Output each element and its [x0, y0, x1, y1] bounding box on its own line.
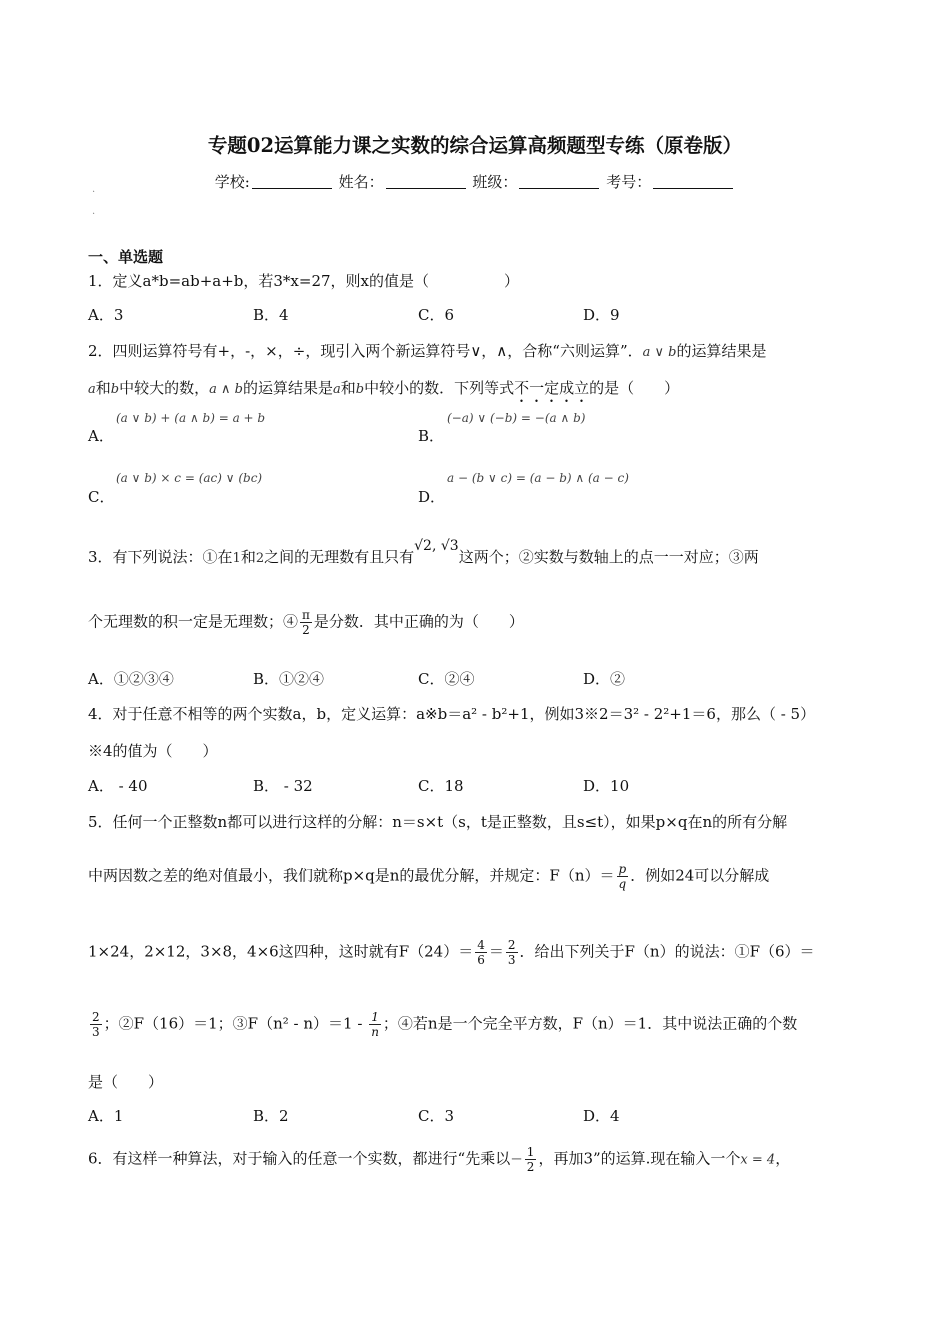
question-4-line-2: ※4的值为（ ） — [88, 742, 218, 760]
math-a-and-b: a ∧ b — [209, 382, 243, 397]
q4-option-d: D．10 — [583, 777, 630, 795]
q4-option-b: B． - 32 — [253, 777, 313, 795]
section-heading: 一、单选题 — [88, 248, 164, 266]
math-roots: √2, √3 — [414, 538, 459, 554]
school-label: 学校: — [214, 173, 250, 191]
q3-option-b: B．①②④ — [253, 670, 325, 688]
q5-option-a: A．1 — [88, 1107, 124, 1125]
question-5-line-5: 是（ ） — [88, 1073, 164, 1091]
math-fraction: $\frac{2}{3}$ — [507, 938, 516, 967]
math-var-b: b — [110, 382, 120, 397]
q1-option-b: B．4 — [253, 306, 289, 324]
math-x-equals-4: x = 4 — [740, 1152, 776, 1168]
paragraph-mark: . — [92, 206, 96, 217]
math-fraction: $\frac{p}{q}$ — [618, 862, 627, 891]
emphasized-text: 不一定成立 — [514, 379, 590, 397]
question-5-line-3: 1×24，2×12，3×8，4×6这四种，这时就有F（24）＝ $\frac{4}{6}$ ＝ $\frac{2}{3}$ ．给出下列关于F（n）的说法：①F（6）＝ — [88, 938, 815, 967]
question-5-line-1: 5．任何一个正整数n都可以进行这样的分解：n＝s×t（s，t是正整数，且s≤t），如果p×q在n的所有分解 — [88, 813, 788, 831]
question-5-line-4: $\frac{2}{3}$ ；②F（16）＝1；③F（n² - n）＝1 - $\frac{1}{n}$ ；④若n是一个完全平方数，F（n）＝1．其中说法正确的个数 — [92, 1010, 798, 1039]
paragraph-mark: . — [92, 184, 96, 195]
q2-option-d-label: D． — [418, 488, 446, 506]
q2-option-d-expr: a − (b ∨ c) = (a − b) ∧ (a − c) — [447, 471, 629, 485]
class-field[interactable] — [519, 174, 599, 189]
student-info-line — [0, 171, 950, 192]
school-field[interactable] — [252, 174, 332, 189]
question-2-line-2: a和b中较大的数，a ∧ b的运算结果是a和b中较小的数．下列等式不一定成立的是（ ） — [88, 379, 680, 397]
q3-option-d: D．② — [583, 670, 626, 688]
q2-option-a-label: A． — [88, 427, 114, 445]
q2-option-c-label: C． — [88, 488, 115, 506]
math-fraction: $\frac{2}{3}$ — [92, 1010, 100, 1039]
q2-option-b-label: B． — [418, 427, 445, 445]
math-var-b: b — [355, 382, 365, 397]
question-2-line-1: 2．四则运算符号有+，-，×，÷，现引入两个新运算符号∨，∧，合称“六则运算”．a ∨ b的运算结果是 — [88, 342, 767, 360]
q5-option-c: C．3 — [418, 1107, 455, 1125]
class-label: 班级： — [472, 173, 518, 191]
math-fraction: $\frac{\pi}{2}$ — [302, 608, 310, 637]
math-var-a: a — [88, 382, 96, 397]
q1-option-c: C．6 — [418, 306, 455, 324]
question-4-line-1: 4．对于任意不相等的两个实数a，b，定义运算：a※b＝a² - b²+1，例如3※2＝3² - 2²+1＝6，那么（ - 5） — [88, 705, 816, 723]
math-fraction: $\frac{1}{n}$ — [371, 1010, 379, 1039]
q3-option-a: A．①②③④ — [88, 670, 174, 688]
q2-option-a-expr: (a ∨ b) + (a ∧ b) = a + b — [116, 411, 266, 425]
question-6-line-1: 6．有这样一种算法，对于输入的任意一个实数，都进行“先乘以− $\frac{1}{2}$ ，再加3”的运算.现在输入一个x = 4， — [88, 1145, 791, 1174]
question-1-stem: 1．定义a*b=ab+a+b，若3*x=27，则x的值是（ ） — [88, 272, 520, 290]
q4-option-c: C．18 — [418, 777, 464, 795]
q5-option-d: D．4 — [583, 1107, 620, 1125]
page-title: 专题02运算能力课之实数的综合运算高频题型专练（原卷版） — [207, 134, 743, 157]
math-a-or-b: a ∨ b — [642, 345, 677, 360]
q5-option-b: B．2 — [253, 1107, 289, 1125]
question-3-line-1: 3．有下列说法：①在1和2之间的无理数有且只有√2, √3这两个；②实数与数轴上的点一一对应；③两 — [88, 538, 759, 566]
q3-option-c: C．②④ — [418, 670, 475, 688]
math-var-a: a — [333, 382, 341, 397]
name-field[interactable] — [386, 174, 466, 189]
math-fraction: $\frac{1}{2}$ — [526, 1145, 535, 1174]
q1-option-a: A．3 — [88, 306, 124, 324]
q4-option-a: A． - 40 — [88, 777, 148, 795]
name-label: 姓名： — [338, 173, 384, 191]
q1-option-d: D．9 — [583, 306, 620, 324]
number-field[interactable] — [653, 174, 733, 189]
q2-option-c-expr: (a ∨ b) × c = (ac) ∨ (bc) — [116, 471, 263, 485]
question-3-line-2: 个无理数的积一定是无理数；④ $\frac{\pi}{2}$ 是分数．其中正确的为（ ） — [88, 608, 524, 637]
math-fraction: $\frac{4}{6}$ — [477, 938, 485, 967]
question-5-line-2: 中两因数之差的绝对值最小，我们就称p×q是n的最优分解，并规定：F（n）＝ $\frac{p}{q}$ ．例如24可以分解成 — [88, 862, 770, 891]
q2-option-b-expr: (−a) ∨ (−b) = −(a ∧ b) — [447, 411, 586, 425]
number-label: 考号： — [606, 173, 652, 191]
